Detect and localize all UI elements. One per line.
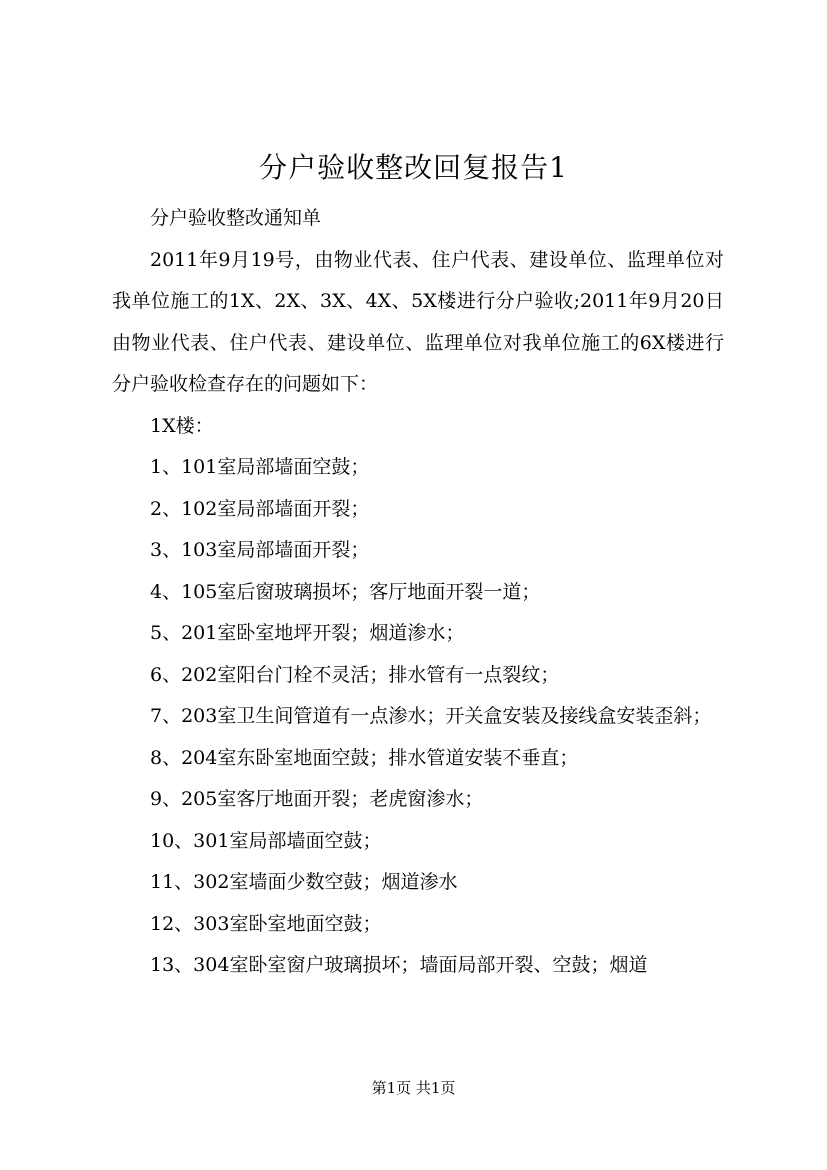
list-item: 9、205室客厅地面开裂；老虎窗渗水； [150, 788, 484, 810]
list-item: 8、204室东卧室地面空鼓；排水管道安装不垂直； [150, 746, 579, 769]
list-item: 12、303室卧室地面空鼓； [150, 912, 382, 935]
paragraph-notice-heading: 分户验收整改通知单 [150, 207, 322, 229]
list-item: 11、302室墙面少数空鼓；烟道渗水 [150, 871, 458, 893]
list-item: 4、105室后窗玻璃损坏；客厅地面开裂一道； [150, 580, 541, 603]
list-item: 5、201室卧室地坪开裂；烟道渗水； [150, 622, 465, 644]
list-item: 1、101室局部墙面空鼓； [150, 456, 370, 478]
page-footer: 第1页 共1页 [371, 1079, 456, 1097]
paragraph-building-heading: 1X楼： [150, 414, 214, 437]
document-body [112, 198, 724, 987]
list-item: 2、102室局部墙面开裂； [150, 497, 370, 520]
list-item: 7、203室卫生间管道有一点渗水；开关盒安装及接线盒安装歪斜； [150, 705, 712, 727]
document-title: 分户验收整改回复报告1 [259, 151, 568, 184]
paragraph-intro: 2011年9月19号，由物业代表、住户代表、建设单位、监理单位对我单位施工的1X、2X、3X、4X、5X楼进行分户验收;2011年9月20日由物业代表、住户代表、建设单位、监理单位对我单位施工的6X楼进行分户验收检查存在的问题如下： [112, 248, 724, 395]
list-item: 6、202室阳台门栓不灵活；排水管有一点裂纹； [150, 663, 560, 686]
list-item: 10、301室局部墙面空鼓； [150, 829, 382, 852]
list-item: 13、304室卧室窗户玻璃损坏；墙面局部开裂、空鼓；烟道 [150, 954, 648, 976]
list-item: 3、103室局部墙面开裂； [150, 539, 370, 561]
